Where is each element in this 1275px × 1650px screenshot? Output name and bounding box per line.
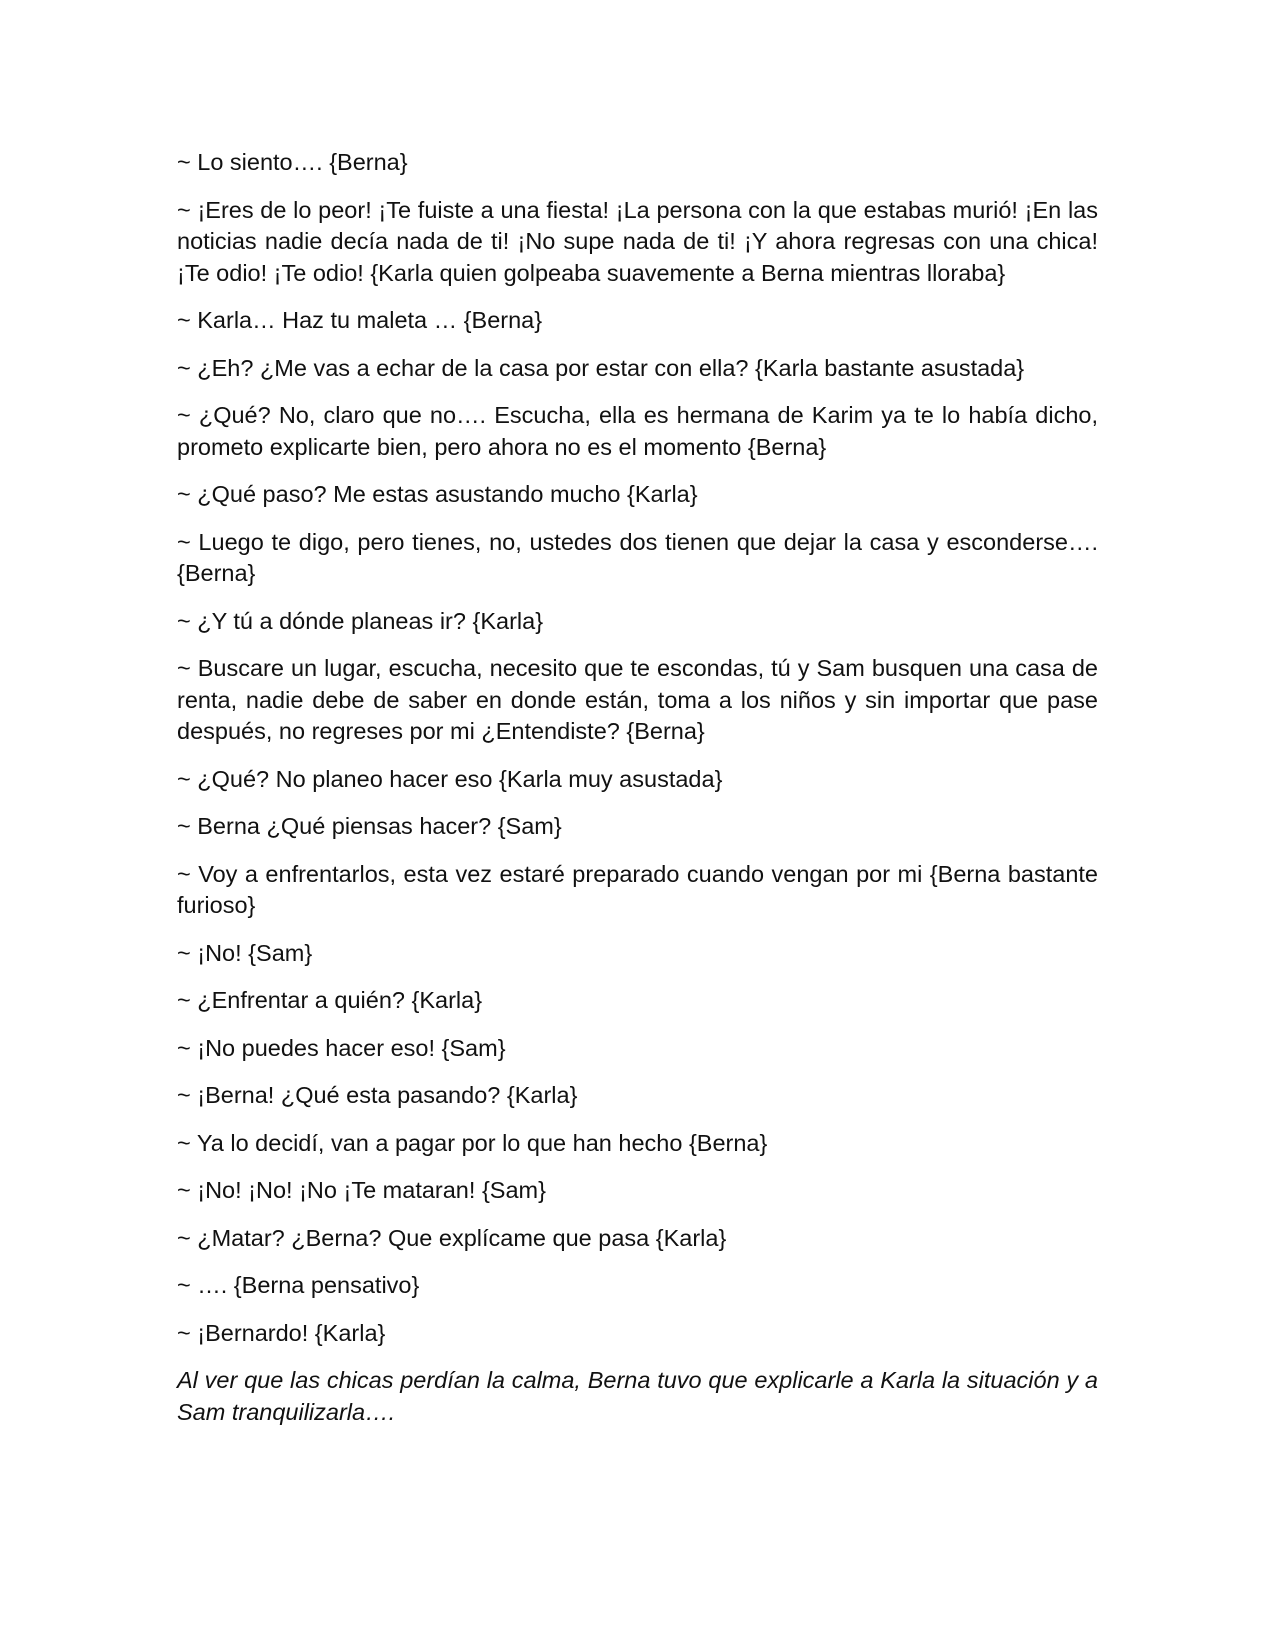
dialogue-line: ~ …. {Berna pensativo} [177, 1272, 420, 1298]
dialogue-line: ~ Karla… Haz tu maleta … {Berna} [177, 307, 543, 333]
dialogue-line: ~ ¡Berna! ¿Qué esta pasando? {Karla} [177, 1082, 578, 1108]
dialogue-line: ~ ¡No! ¡No! ¡No ¡Te mataran! {Sam} [177, 1177, 546, 1203]
dialogue-line: ~ Ya lo decidí, van a pagar por lo que han hecho {Berna} [177, 1129, 768, 1156]
dialogue-line: ~ ¿Qué? No, claro que no…. Escucha, ella es hermana de Karim ya te lo había dicho, prometo explicarte bien, pero ahora no es el momento {Berna} [177, 402, 1098, 460]
narration-paragraph: Al ver que las chicas perdían la calma, Berna tuvo que explicarle a Karla la situación y a Sam tranquilizarla…. [177, 1367, 1098, 1425]
dialogue-line: ~ ¿Enfrentar a quién? {Karla} [177, 987, 483, 1013]
dialogue-line: ~ Buscare un lugar, escucha, necesito que te escondas, tú y Sam busquen una casa de renta, nadie debe de saber en donde están, toma a los niños y sin importar que pase después, no regreses por mi ¿Entendiste? {Berna} [177, 655, 1098, 744]
text-column [177, 147, 1098, 1444]
dialogue-line: ~ ¿Qué paso? Me estas asustando mucho {Karla} [177, 481, 698, 507]
dialogue-line: ~ Voy a enfrentarlos, esta vez estaré preparado cuando vengan por mi {Berna bastante furioso} [177, 860, 1098, 918]
dialogue-line: ~ Berna ¿Qué piensas hacer? {Sam} [177, 813, 562, 839]
dialogue-line: ~ ¡No! {Sam} [177, 939, 313, 966]
dialogue-line: ~ ¡Bernardo! {Karla} [177, 1319, 386, 1346]
dialogue-line: ~ Lo siento…. {Berna} [177, 149, 408, 175]
dialogue-line: ~ ¡No puedes hacer eso! {Sam} [177, 1034, 506, 1061]
dialogue-line: ~ ¿Qué? No planeo hacer eso {Karla muy asustada} [177, 765, 723, 792]
dialogue-line: ~ ¿Y tú a dónde planeas ir? {Karla} [177, 607, 544, 634]
dialogue-line: ~ ¡Eres de lo peor! ¡Te fuiste a una fiesta! ¡La persona con la que estabas murió! ¡En las noticias nadie decía nada de ti! ¡No supe nada de ti! ¡Y ahora regresas con una chica! ¡Te odio! ¡Te odio! {Karla quien golpeaba suavemente a Berna mientras lloraba} [177, 196, 1098, 286]
dialogue-line: ~ ¿Eh? ¿Me vas a echar de la casa por estar con ella? {Karla bastante asustada} [177, 354, 1025, 381]
dialogue-line: ~ ¿Matar? ¿Berna? Que explícame que pasa {Karla} [177, 1224, 727, 1251]
dialogue-line: ~ Luego te digo, pero tienes, no, ustedes dos tienen que dejar la casa y esconderse…. {Berna} [177, 528, 1098, 586]
